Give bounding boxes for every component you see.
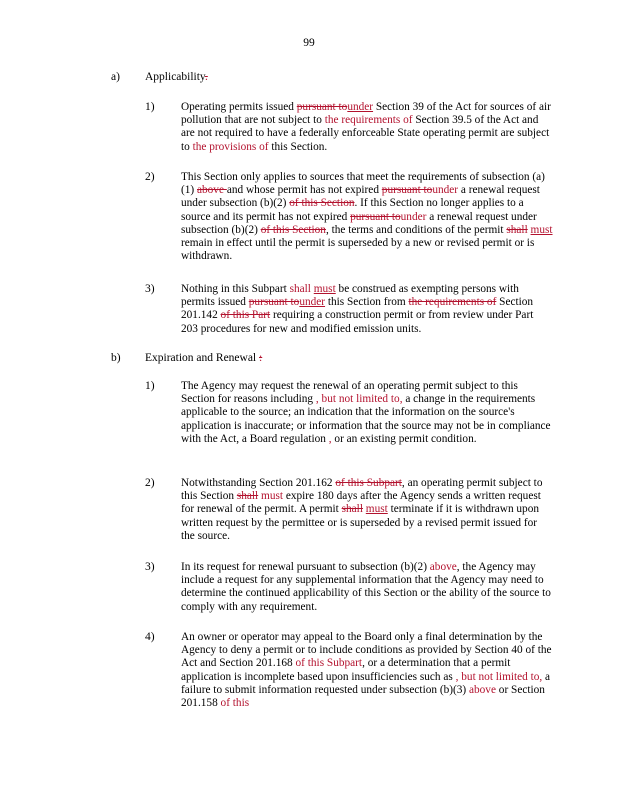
text-run: a change in the requirements applicable to the source; an indication that the information on the source's application is inaccurate; or information that the source may not be in compliance with the Act, a Board regulation [181, 393, 551, 445]
inserted-text: must [313, 283, 336, 295]
text-run: Section 39 of the Act for sources of air pollution that are not subject to [181, 101, 551, 127]
item-b1-number: 1) [145, 380, 155, 392]
section-b-title [145, 352, 262, 364]
inserted-text: shall [289, 283, 311, 295]
text-run: , the terms and conditions of the permit [325, 223, 507, 236]
inserted-text: , but not limited to, [315, 393, 403, 406]
text-run: , or a determination that a permit application is incomplete based upon insufficiencies such as [181, 657, 511, 683]
text-run: Applicability [145, 71, 205, 83]
section-a-label: a) [111, 71, 120, 83]
deleted-text: pursuant to [350, 210, 401, 223]
text-run: Nothing in this Subpart [181, 283, 290, 295]
text-run: Operating permits issued [181, 101, 297, 113]
text-run: Section 201.142 [181, 296, 534, 322]
text-run: terminate if it is withdrawn upon written request by the permittee or is superseded by a revised permit issued for the source. [181, 503, 540, 542]
item-b3-number: 3) [145, 561, 155, 573]
text-run: expire 180 days after the Agency sends a written request for renewal of the permit. A permit [181, 490, 541, 516]
item-b2-text [181, 477, 553, 543]
text-run: remain in effect until the permit is superseded by a new or revised permit or is withdrawn. [181, 237, 535, 263]
text-run: The Agency may request the renewal of an operating permit subject to this Section for reasons including [181, 380, 518, 406]
inserted-text: , [328, 432, 332, 445]
text-run: this Section from [325, 296, 409, 309]
inserted-text: , but not limited to, [455, 670, 543, 683]
inserted-text: the requirements of [324, 114, 413, 127]
inserted-text: above [469, 683, 496, 696]
inserted-text: must [261, 490, 284, 503]
item-a1-number: 1) [145, 101, 155, 113]
text-run: An owner or operator may appeal to the Board only a final determination by the Agency to deny a permit or to include conditions as provided by Section 40 of the Act and Section 201.168 [181, 631, 552, 670]
deleted-text: pursuant to [296, 101, 348, 113]
text-run: , the Agency may include a request for any supplemental information that the Agency may need to determine the continued applicability of this Section or the ability of the source to comply with any requirement. [181, 561, 551, 613]
inserted-text: the provisions of [192, 140, 269, 153]
text-run: . If this Section no longer applies to a source and its permit has not expired [181, 197, 524, 223]
text-run: a failure to submit information requested under subsection (b)(3) [181, 670, 551, 696]
text-run: Expiration and Renewal [145, 352, 260, 364]
text-run: Section 39.5 of the Act and are not required to have a federally enforceable State operating permit are subject to [181, 114, 550, 153]
text-run: or an existing permit condition. [331, 432, 477, 445]
inserted-text: under [400, 210, 427, 223]
text-run: be construed as exempting persons with permits issued [181, 283, 519, 309]
text-run: this Section. [268, 140, 328, 153]
deleted-text: shall [341, 503, 363, 516]
page-number: 99 [303, 37, 315, 49]
deleted-text: of this Section [260, 223, 326, 236]
inserted-text: under [347, 101, 374, 113]
deleted-text: : [259, 352, 263, 364]
item-a3-number: 3) [145, 283, 155, 295]
item-b4-number: 4) [145, 631, 155, 643]
item-b3-text [181, 561, 553, 614]
inserted-text: must [530, 223, 553, 236]
text-run: a renewal request under subsection (b)(2) [181, 184, 540, 210]
text-run: or Section 201.158 [181, 683, 545, 710]
item-a1-text [181, 101, 553, 154]
item-a2-text [181, 171, 553, 263]
item-a2-number: 2) [145, 171, 155, 183]
inserted-text: of this Subpart [295, 657, 363, 670]
deleted-text: above [197, 184, 227, 197]
text-run: This Section only applies to sources that meet the requirements of subsection (a)(1) [181, 171, 545, 197]
inserted-text: must [365, 503, 388, 516]
deleted-text: shall [506, 223, 528, 236]
text-run: , an operating permit subject to this Section [181, 477, 543, 503]
item-b4-text [181, 631, 553, 710]
text-run: In its request for renewal pursuant to subsection (b)(2) [181, 561, 430, 573]
deleted-text: shall [236, 490, 259, 503]
inserted-text: of this [220, 697, 250, 710]
text-run: Notwithstanding Section 201.162 [181, 477, 336, 489]
text-run: and whose permit has not expired [226, 184, 382, 197]
inserted-text: above [429, 561, 457, 573]
section-b-label: b) [111, 352, 121, 364]
deleted-text: of this Part [220, 309, 271, 322]
item-b1-text [181, 380, 553, 446]
inserted-text: under [299, 296, 326, 309]
deleted-text: of this Section [289, 197, 355, 210]
deleted-text: the requirements of [408, 296, 497, 309]
inserted-text: under [432, 184, 459, 197]
deleted-text: pursuant to [381, 184, 433, 197]
item-a3-text [181, 283, 553, 336]
section-a-title [145, 71, 208, 83]
text-run: a renewal request under subsection (b)(2) [181, 210, 537, 236]
deleted-text: of this Subpart [335, 477, 402, 489]
deleted-text: pursuant to [248, 296, 300, 309]
deleted-text: . [204, 71, 208, 83]
text-run: requiring a construction permit or from review under Part 203 procedures for new and modified emission units. [181, 309, 534, 335]
item-b2-number: 2) [145, 477, 155, 489]
